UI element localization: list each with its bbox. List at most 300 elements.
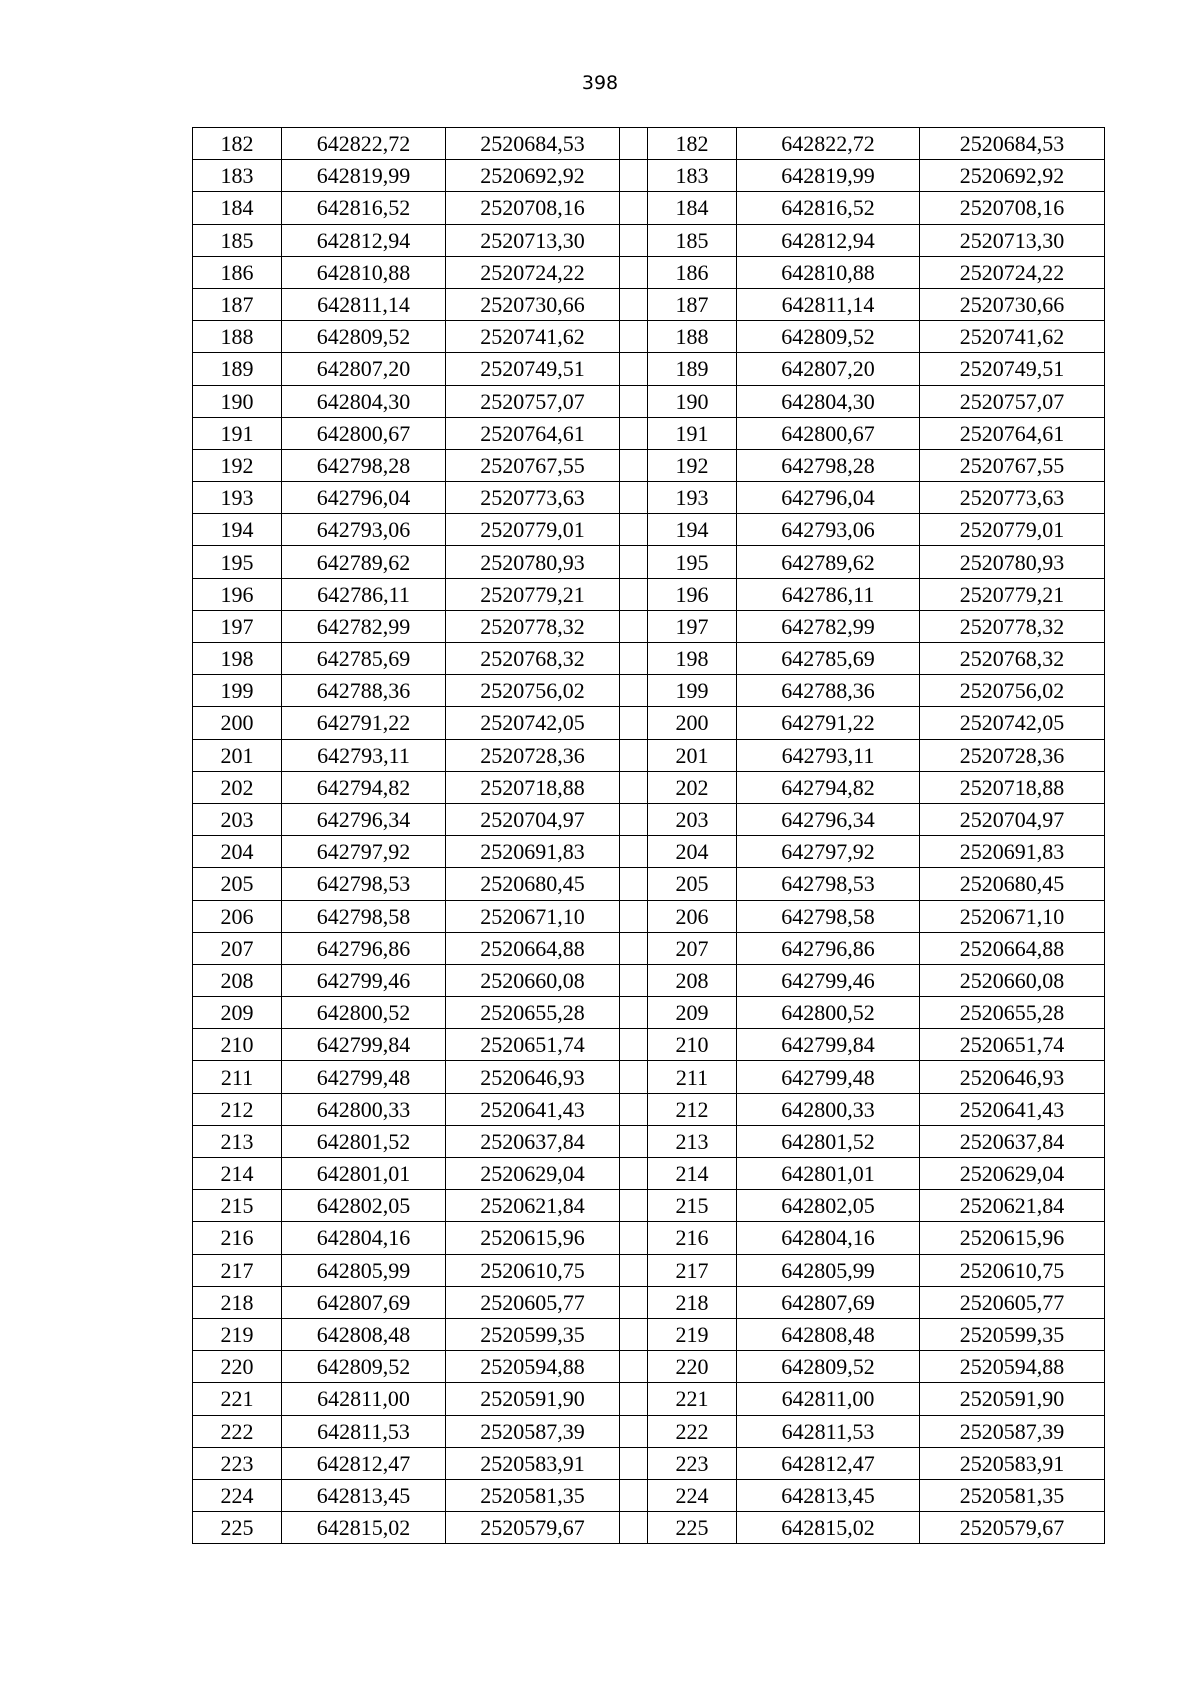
y-coordinate-right: 2520671,10 <box>920 900 1105 932</box>
x-coordinate-right: 642807,20 <box>737 353 920 385</box>
x-coordinate-right: 642786,11 <box>737 578 920 610</box>
table-row <box>193 1447 1105 1479</box>
point-number-left: 224 <box>193 1479 282 1511</box>
x-coordinate-left: 642812,47 <box>282 1447 446 1479</box>
y-coordinate-right: 2520599,35 <box>920 1318 1105 1350</box>
table-row <box>193 1222 1105 1254</box>
table-row <box>193 1158 1105 1190</box>
y-coordinate-right: 2520691,83 <box>920 836 1105 868</box>
x-coordinate-right: 642819,99 <box>737 160 920 192</box>
y-coordinate-right: 2520779,21 <box>920 578 1105 610</box>
y-coordinate-right: 2520591,90 <box>920 1383 1105 1415</box>
point-number-left: 195 <box>193 546 282 578</box>
y-coordinate-right: 2520579,67 <box>920 1512 1105 1544</box>
table-row <box>193 449 1105 481</box>
x-coordinate-left: 642812,94 <box>282 224 446 256</box>
spacer-cell <box>620 1383 648 1415</box>
y-coordinate-right: 2520778,32 <box>920 610 1105 642</box>
table-row <box>193 1125 1105 1157</box>
x-coordinate-right: 642800,67 <box>737 417 920 449</box>
spacer-cell <box>620 1061 648 1093</box>
x-coordinate-right: 642810,88 <box>737 256 920 288</box>
table-row <box>193 385 1105 417</box>
spacer-cell <box>620 1479 648 1511</box>
y-coordinate-right: 2520629,04 <box>920 1158 1105 1190</box>
x-coordinate-right: 642793,11 <box>737 739 920 771</box>
table-row <box>193 578 1105 610</box>
x-coordinate-right: 642811,53 <box>737 1415 920 1447</box>
y-coordinate-left: 2520764,61 <box>446 417 620 449</box>
point-number-right: 190 <box>648 385 737 417</box>
x-coordinate-left: 642802,05 <box>282 1190 446 1222</box>
y-coordinate-left: 2520581,35 <box>446 1479 620 1511</box>
point-number-left: 201 <box>193 739 282 771</box>
table-row <box>193 1415 1105 1447</box>
x-coordinate-left: 642796,86 <box>282 932 446 964</box>
x-coordinate-left: 642798,53 <box>282 868 446 900</box>
y-coordinate-right: 2520641,43 <box>920 1093 1105 1125</box>
x-coordinate-left: 642791,22 <box>282 707 446 739</box>
point-number-right: 214 <box>648 1158 737 1190</box>
y-coordinate-right: 2520651,74 <box>920 1029 1105 1061</box>
point-number-left: 212 <box>193 1093 282 1125</box>
point-number-left: 216 <box>193 1222 282 1254</box>
y-coordinate-right: 2520724,22 <box>920 256 1105 288</box>
spacer-cell <box>620 1318 648 1350</box>
point-number-left: 183 <box>193 160 282 192</box>
point-number-right: 223 <box>648 1447 737 1479</box>
spacer-cell <box>620 160 648 192</box>
x-coordinate-left: 642811,00 <box>282 1383 446 1415</box>
x-coordinate-right: 642793,06 <box>737 514 920 546</box>
y-coordinate-right: 2520730,66 <box>920 288 1105 320</box>
y-coordinate-left: 2520579,67 <box>446 1512 620 1544</box>
point-number-right: 222 <box>648 1415 737 1447</box>
table-row <box>193 643 1105 675</box>
x-coordinate-right: 642796,34 <box>737 803 920 835</box>
x-coordinate-right: 642799,46 <box>737 964 920 996</box>
y-coordinate-left: 2520680,45 <box>446 868 620 900</box>
spacer-cell <box>620 707 648 739</box>
spacer-cell <box>620 385 648 417</box>
x-coordinate-left: 642809,52 <box>282 321 446 353</box>
table-row <box>193 997 1105 1029</box>
point-number-right: 225 <box>648 1512 737 1544</box>
table-row <box>193 964 1105 996</box>
x-coordinate-left: 642796,04 <box>282 482 446 514</box>
point-number-left: 199 <box>193 675 282 707</box>
spacer-cell <box>620 578 648 610</box>
y-coordinate-left: 2520780,93 <box>446 546 620 578</box>
y-coordinate-left: 2520587,39 <box>446 1415 620 1447</box>
x-coordinate-left: 642796,34 <box>282 803 446 835</box>
x-coordinate-right: 642804,16 <box>737 1222 920 1254</box>
y-coordinate-left: 2520615,96 <box>446 1222 620 1254</box>
point-number-left: 186 <box>193 256 282 288</box>
point-number-right: 219 <box>648 1318 737 1350</box>
x-coordinate-right: 642785,69 <box>737 643 920 675</box>
y-coordinate-right: 2520728,36 <box>920 739 1105 771</box>
y-coordinate-left: 2520724,22 <box>446 256 620 288</box>
x-coordinate-left: 642815,02 <box>282 1512 446 1544</box>
point-number-left: 192 <box>193 449 282 481</box>
x-coordinate-left: 642794,82 <box>282 771 446 803</box>
table-row <box>193 1093 1105 1125</box>
point-number-right: 182 <box>648 128 737 160</box>
table-row <box>193 288 1105 320</box>
spacer-cell <box>620 128 648 160</box>
x-coordinate-left: 642804,16 <box>282 1222 446 1254</box>
table-row <box>193 321 1105 353</box>
point-number-right: 221 <box>648 1383 737 1415</box>
point-number-right: 194 <box>648 514 737 546</box>
y-coordinate-left: 2520718,88 <box>446 771 620 803</box>
y-coordinate-left: 2520641,43 <box>446 1093 620 1125</box>
x-coordinate-right: 642812,94 <box>737 224 920 256</box>
point-number-right: 191 <box>648 417 737 449</box>
y-coordinate-left: 2520594,88 <box>446 1351 620 1383</box>
y-coordinate-right: 2520742,05 <box>920 707 1105 739</box>
x-coordinate-right: 642809,52 <box>737 321 920 353</box>
x-coordinate-left: 642816,52 <box>282 192 446 224</box>
table-row <box>193 1318 1105 1350</box>
x-coordinate-right: 642804,30 <box>737 385 920 417</box>
point-number-left: 220 <box>193 1351 282 1383</box>
y-coordinate-left: 2520591,90 <box>446 1383 620 1415</box>
y-coordinate-right: 2520780,93 <box>920 546 1105 578</box>
point-number-right: 195 <box>648 546 737 578</box>
x-coordinate-right: 642791,22 <box>737 707 920 739</box>
y-coordinate-right: 2520583,91 <box>920 1447 1105 1479</box>
x-coordinate-left: 642782,99 <box>282 610 446 642</box>
table-row <box>193 1029 1105 1061</box>
x-coordinate-left: 642788,36 <box>282 675 446 707</box>
y-coordinate-left: 2520599,35 <box>446 1318 620 1350</box>
spacer-cell <box>620 997 648 1029</box>
table-row <box>193 868 1105 900</box>
point-number-right: 205 <box>648 868 737 900</box>
table-row <box>193 224 1105 256</box>
y-coordinate-left: 2520778,32 <box>446 610 620 642</box>
y-coordinate-left: 2520583,91 <box>446 1447 620 1479</box>
x-coordinate-left: 642807,20 <box>282 353 446 385</box>
point-number-left: 185 <box>193 224 282 256</box>
y-coordinate-left: 2520605,77 <box>446 1286 620 1318</box>
point-number-left: 203 <box>193 803 282 835</box>
y-coordinate-right: 2520615,96 <box>920 1222 1105 1254</box>
x-coordinate-right: 642805,99 <box>737 1254 920 1286</box>
x-coordinate-right: 642798,58 <box>737 900 920 932</box>
spacer-cell <box>620 1447 648 1479</box>
point-number-left: 193 <box>193 482 282 514</box>
point-number-right: 198 <box>648 643 737 675</box>
x-coordinate-left: 642811,53 <box>282 1415 446 1447</box>
spacer-cell <box>620 321 648 353</box>
y-coordinate-left: 2520767,55 <box>446 449 620 481</box>
point-number-right: 215 <box>648 1190 737 1222</box>
y-coordinate-right: 2520581,35 <box>920 1479 1105 1511</box>
spacer-cell <box>620 643 648 675</box>
spacer-cell <box>620 1286 648 1318</box>
point-number-right: 204 <box>648 836 737 868</box>
spacer-cell <box>620 449 648 481</box>
spacer-cell <box>620 1029 648 1061</box>
y-coordinate-left: 2520660,08 <box>446 964 620 996</box>
table-row <box>193 932 1105 964</box>
point-number-right: 208 <box>648 964 737 996</box>
y-coordinate-right: 2520718,88 <box>920 771 1105 803</box>
point-number-left: 202 <box>193 771 282 803</box>
table-row <box>193 482 1105 514</box>
y-coordinate-right: 2520704,97 <box>920 803 1105 835</box>
y-coordinate-left: 2520708,16 <box>446 192 620 224</box>
x-coordinate-right: 642811,00 <box>737 1383 920 1415</box>
y-coordinate-left: 2520713,30 <box>446 224 620 256</box>
x-coordinate-right: 642808,48 <box>737 1318 920 1350</box>
x-coordinate-left: 642786,11 <box>282 578 446 610</box>
point-number-left: 200 <box>193 707 282 739</box>
spacer-cell <box>620 1158 648 1190</box>
y-coordinate-right: 2520621,84 <box>920 1190 1105 1222</box>
spacer-cell <box>620 1222 648 1254</box>
spacer-cell <box>620 675 648 707</box>
table-row <box>193 1512 1105 1544</box>
point-number-right: 201 <box>648 739 737 771</box>
point-number-right: 213 <box>648 1125 737 1157</box>
table-row <box>193 128 1105 160</box>
spacer-cell <box>620 1351 648 1383</box>
table-row <box>193 514 1105 546</box>
point-number-left: 191 <box>193 417 282 449</box>
point-number-left: 205 <box>193 868 282 900</box>
y-coordinate-left: 2520692,92 <box>446 160 620 192</box>
point-number-right: 206 <box>648 900 737 932</box>
point-number-right: 187 <box>648 288 737 320</box>
x-coordinate-left: 642793,06 <box>282 514 446 546</box>
point-number-right: 209 <box>648 997 737 1029</box>
point-number-left: 204 <box>193 836 282 868</box>
point-number-left: 184 <box>193 192 282 224</box>
point-number-right: 189 <box>648 353 737 385</box>
y-coordinate-right: 2520767,55 <box>920 449 1105 481</box>
y-coordinate-left: 2520779,01 <box>446 514 620 546</box>
table-row <box>193 675 1105 707</box>
spacer-cell <box>620 288 648 320</box>
point-number-left: 182 <box>193 128 282 160</box>
y-coordinate-left: 2520651,74 <box>446 1029 620 1061</box>
y-coordinate-left: 2520756,02 <box>446 675 620 707</box>
table-row <box>193 1254 1105 1286</box>
y-coordinate-right: 2520779,01 <box>920 514 1105 546</box>
y-coordinate-right: 2520768,32 <box>920 643 1105 675</box>
x-coordinate-left: 642798,28 <box>282 449 446 481</box>
point-number-left: 188 <box>193 321 282 353</box>
y-coordinate-right: 2520713,30 <box>920 224 1105 256</box>
point-number-left: 211 <box>193 1061 282 1093</box>
y-coordinate-right: 2520756,02 <box>920 675 1105 707</box>
spacer-cell <box>620 256 648 288</box>
x-coordinate-right: 642812,47 <box>737 1447 920 1479</box>
point-number-right: 203 <box>648 803 737 835</box>
point-number-right: 202 <box>648 771 737 803</box>
point-number-left: 189 <box>193 353 282 385</box>
x-coordinate-right: 642809,52 <box>737 1351 920 1383</box>
spacer-cell <box>620 353 648 385</box>
x-coordinate-right: 642798,53 <box>737 868 920 900</box>
spacer-cell <box>620 514 648 546</box>
y-coordinate-left: 2520757,07 <box>446 385 620 417</box>
spacer-cell <box>620 900 648 932</box>
spacer-cell <box>620 610 648 642</box>
table-row <box>193 160 1105 192</box>
x-coordinate-left: 642810,88 <box>282 256 446 288</box>
y-coordinate-left: 2520629,04 <box>446 1158 620 1190</box>
coordinates-table-body <box>193 128 1105 1544</box>
spacer-cell <box>620 192 648 224</box>
x-coordinate-right: 642788,36 <box>737 675 920 707</box>
spacer-cell <box>620 1125 648 1157</box>
x-coordinate-left: 642813,45 <box>282 1479 446 1511</box>
point-number-right: 193 <box>648 482 737 514</box>
y-coordinate-right: 2520655,28 <box>920 997 1105 1029</box>
point-number-right: 197 <box>648 610 737 642</box>
table-row <box>193 771 1105 803</box>
y-coordinate-left: 2520773,63 <box>446 482 620 514</box>
point-number-left: 196 <box>193 578 282 610</box>
y-coordinate-right: 2520757,07 <box>920 385 1105 417</box>
x-coordinate-left: 642807,69 <box>282 1286 446 1318</box>
point-number-right: 224 <box>648 1479 737 1511</box>
y-coordinate-right: 2520708,16 <box>920 192 1105 224</box>
point-number-left: 190 <box>193 385 282 417</box>
point-number-right: 185 <box>648 224 737 256</box>
y-coordinate-right: 2520680,45 <box>920 868 1105 900</box>
spacer-cell <box>620 836 648 868</box>
spacer-cell <box>620 1415 648 1447</box>
point-number-right: 210 <box>648 1029 737 1061</box>
x-coordinate-right: 642797,92 <box>737 836 920 868</box>
point-number-right: 216 <box>648 1222 737 1254</box>
x-coordinate-right: 642800,52 <box>737 997 920 1029</box>
y-coordinate-left: 2520655,28 <box>446 997 620 1029</box>
y-coordinate-right: 2520692,92 <box>920 160 1105 192</box>
y-coordinate-right: 2520646,93 <box>920 1061 1105 1093</box>
point-number-left: 215 <box>193 1190 282 1222</box>
x-coordinate-left: 642809,52 <box>282 1351 446 1383</box>
x-coordinate-right: 642801,01 <box>737 1158 920 1190</box>
y-coordinate-left: 2520691,83 <box>446 836 620 868</box>
point-number-left: 213 <box>193 1125 282 1157</box>
point-number-right: 207 <box>648 932 737 964</box>
spacer-cell <box>620 739 648 771</box>
x-coordinate-left: 642822,72 <box>282 128 446 160</box>
spacer-cell <box>620 224 648 256</box>
x-coordinate-right: 642815,02 <box>737 1512 920 1544</box>
point-number-left: 214 <box>193 1158 282 1190</box>
table-row <box>193 739 1105 771</box>
table-row <box>193 836 1105 868</box>
table-row <box>193 256 1105 288</box>
point-number-right: 196 <box>648 578 737 610</box>
y-coordinate-right: 2520637,84 <box>920 1125 1105 1157</box>
table-row <box>193 1383 1105 1415</box>
point-number-right: 192 <box>648 449 737 481</box>
point-number-left: 209 <box>193 997 282 1029</box>
x-coordinate-left: 642819,99 <box>282 160 446 192</box>
y-coordinate-left: 2520728,36 <box>446 739 620 771</box>
x-coordinate-right: 642807,69 <box>737 1286 920 1318</box>
table-row <box>193 546 1105 578</box>
point-number-left: 198 <box>193 643 282 675</box>
x-coordinate-right: 642782,99 <box>737 610 920 642</box>
point-number-left: 225 <box>193 1512 282 1544</box>
y-coordinate-left: 2520671,10 <box>446 900 620 932</box>
point-number-right: 217 <box>648 1254 737 1286</box>
spacer-cell <box>620 868 648 900</box>
y-coordinate-right: 2520749,51 <box>920 353 1105 385</box>
y-coordinate-left: 2520730,66 <box>446 288 620 320</box>
point-number-right: 212 <box>648 1093 737 1125</box>
y-coordinate-left: 2520621,84 <box>446 1190 620 1222</box>
x-coordinate-right: 642794,82 <box>737 771 920 803</box>
y-coordinate-left: 2520741,62 <box>446 321 620 353</box>
y-coordinate-left: 2520646,93 <box>446 1061 620 1093</box>
point-number-left: 221 <box>193 1383 282 1415</box>
point-number-right: 211 <box>648 1061 737 1093</box>
x-coordinate-left: 642798,58 <box>282 900 446 932</box>
x-coordinate-left: 642801,52 <box>282 1125 446 1157</box>
spacer-cell <box>620 1254 648 1286</box>
y-coordinate-right: 2520664,88 <box>920 932 1105 964</box>
y-coordinate-left: 2520768,32 <box>446 643 620 675</box>
x-coordinate-right: 642816,52 <box>737 192 920 224</box>
y-coordinate-right: 2520587,39 <box>920 1415 1105 1447</box>
x-coordinate-right: 642800,33 <box>737 1093 920 1125</box>
y-coordinate-left: 2520610,75 <box>446 1254 620 1286</box>
spacer-cell <box>620 1190 648 1222</box>
x-coordinate-right: 642801,52 <box>737 1125 920 1157</box>
table-row <box>193 353 1105 385</box>
x-coordinate-right: 642789,62 <box>737 546 920 578</box>
point-number-left: 217 <box>193 1254 282 1286</box>
y-coordinate-right: 2520610,75 <box>920 1254 1105 1286</box>
x-coordinate-left: 642801,01 <box>282 1158 446 1190</box>
x-coordinate-right: 642799,48 <box>737 1061 920 1093</box>
x-coordinate-left: 642785,69 <box>282 643 446 675</box>
table-row <box>193 1061 1105 1093</box>
x-coordinate-right: 642802,05 <box>737 1190 920 1222</box>
point-number-left: 210 <box>193 1029 282 1061</box>
page-number: 398 <box>581 72 619 94</box>
table-row <box>193 707 1105 739</box>
spacer-cell <box>620 803 648 835</box>
table-row <box>193 1190 1105 1222</box>
point-number-right: 183 <box>648 160 737 192</box>
x-coordinate-right: 642822,72 <box>737 128 920 160</box>
coordinates-table <box>192 127 1105 1544</box>
spacer-cell <box>620 482 648 514</box>
point-number-left: 194 <box>193 514 282 546</box>
point-number-right: 199 <box>648 675 737 707</box>
x-coordinate-left: 642800,52 <box>282 997 446 1029</box>
x-coordinate-left: 642800,33 <box>282 1093 446 1125</box>
x-coordinate-left: 642800,67 <box>282 417 446 449</box>
point-number-left: 187 <box>193 288 282 320</box>
x-coordinate-right: 642799,84 <box>737 1029 920 1061</box>
x-coordinate-left: 642808,48 <box>282 1318 446 1350</box>
spacer-cell <box>620 964 648 996</box>
y-coordinate-left: 2520704,97 <box>446 803 620 835</box>
